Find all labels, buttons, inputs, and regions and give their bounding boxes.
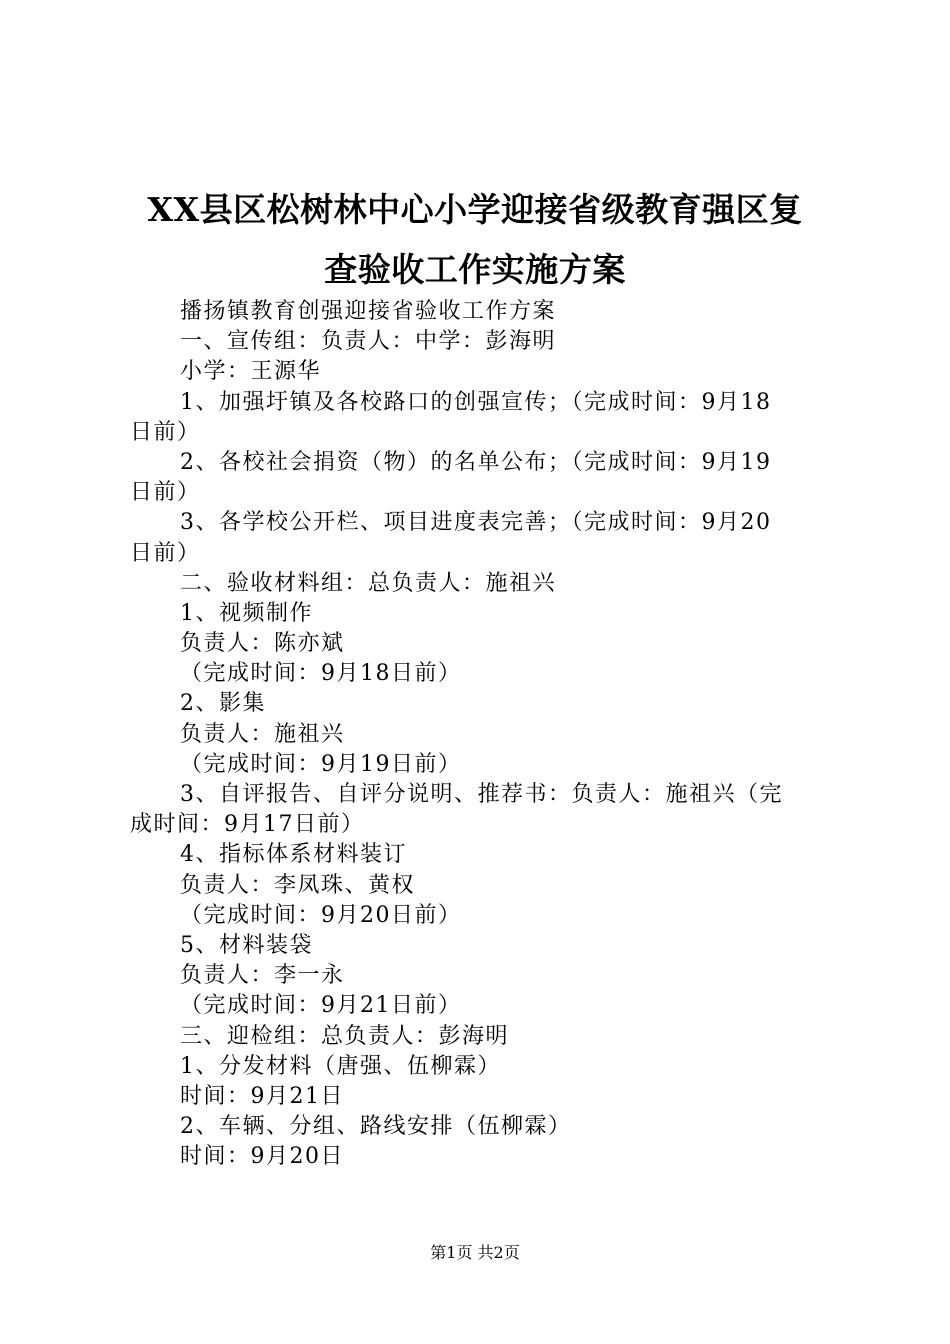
task-item: 2、车辆、分组、路线安排（伍柳霖） — [180, 1114, 572, 1140]
task-owner: 负责人：陈亦斌 — [180, 631, 345, 657]
task-owner: 负责人：李一永 — [180, 963, 345, 989]
task-item: 3、各学校公开栏、项目进度表完善；（完成时间：9月20 — [180, 510, 772, 536]
task-item: 1、分发材料（唐强、伍柳霖） — [180, 1053, 501, 1079]
task-item-continuation: 成时间：9月17日前） — [130, 812, 365, 838]
document-title-line-1: XX县区松树林中心小学迎接省级教育强区复 — [147, 190, 803, 229]
document-body — [130, 297, 832, 1172]
task-deadline: （完成时间：9月20日前） — [180, 902, 462, 928]
task-item-continuation: 日前） — [130, 419, 201, 445]
task-item: 4、指标体系材料装订 — [180, 842, 407, 868]
task-item: 2、影集 — [180, 691, 266, 717]
task-owner: 负责人：施祖兴 — [180, 721, 345, 747]
task-item-continuation: 日前） — [130, 540, 201, 566]
task-deadline: （完成时间：9月21日前） — [180, 993, 462, 1019]
body-line: 播扬镇教育创强迎接省验收工作方案 — [180, 299, 557, 324]
task-deadline: （完成时间：9月18日前） — [180, 661, 462, 687]
task-item: 1、加强圩镇及各校路口的创强宣传；（完成时间：9月18 — [180, 389, 772, 415]
task-time: 时间：9月21日 — [180, 1083, 344, 1109]
task-time: 时间：9月20日 — [180, 1144, 344, 1170]
document-title-line-2: 查验收工作实施方案 — [324, 250, 626, 289]
page-footer: 第1页 共2页 — [430, 1243, 520, 1262]
section-heading: 三、迎检组：总负责人：彭海明 — [180, 1023, 510, 1049]
task-item: 2、各校社会捐资（物）的名单公布；（完成时间：9月19 — [180, 449, 772, 475]
section-heading: 一、宣传组：负责人：中学：彭海明 — [180, 329, 557, 355]
task-item-continuation: 日前） — [130, 480, 201, 506]
body-line: 小学：王源华 — [180, 359, 322, 385]
task-item: 5、材料装袋 — [180, 932, 313, 958]
task-owner: 负责人：李凤珠、黄权 — [180, 872, 416, 898]
task-item: 1、视频制作 — [180, 600, 313, 626]
task-item: 3、自评报告、自评分说明、推荐书：负责人：施祖兴（完 — [180, 782, 783, 807]
task-deadline: （完成时间：9月19日前） — [180, 751, 462, 777]
section-heading: 二、验收材料组：总负责人：施祖兴 — [180, 570, 557, 596]
